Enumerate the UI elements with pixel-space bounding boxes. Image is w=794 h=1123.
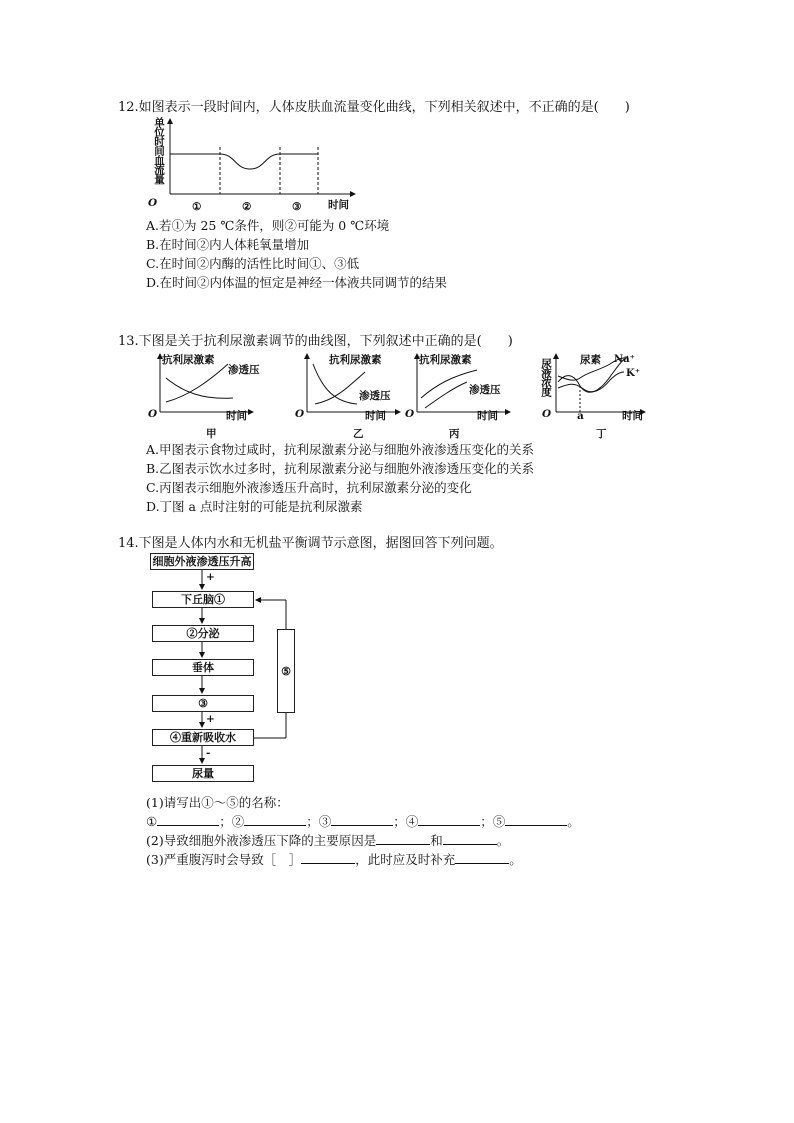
- q13-yi-curve1: 抗利尿激素: [329, 354, 382, 366]
- flow-minus: -: [206, 747, 211, 759]
- q14-sub1-item-4: ；④: [393, 814, 419, 829]
- q14-sub1-item-5: ；⑤: [480, 814, 506, 829]
- q14-blank-3[interactable]: [331, 813, 393, 826]
- flow-box-osmotic-rise: 细胞外液渗透压升高: [150, 553, 254, 570]
- q13-ding-origin: O: [542, 408, 552, 420]
- q14-blank-5[interactable]: [505, 813, 567, 826]
- q14-blank-9[interactable]: [455, 851, 509, 864]
- q13-options: [146, 440, 534, 516]
- q13-yi-curve2: 渗透压: [359, 390, 391, 402]
- q14-sub1-item-1: ①: [146, 814, 158, 829]
- q12-option-b: B.在时间②内人体耗氧量增加: [146, 237, 310, 252]
- q13-yi-xlabel: 时间: [365, 410, 386, 422]
- flow-box-3: ③: [152, 695, 254, 712]
- q12-y-axis-label: 单位时间血流量: [153, 117, 165, 184]
- flow-box-reabsorb: ④重新吸收水: [152, 729, 254, 746]
- q14-sub1-end: 。: [567, 814, 580, 829]
- q13-bing-origin: O: [405, 408, 415, 420]
- q14-sub2-text-a: (2)导致细胞外液渗透压下降的主要原因是: [146, 833, 377, 848]
- q12-option-a: A.若①为 25 ℃条件，则②可能为 0 ℃环境: [146, 218, 390, 233]
- q14-subquestions: [146, 793, 580, 869]
- q14-sub2-text-b: 和: [430, 833, 443, 848]
- q13-option-b: B.乙图表示饮水过多时，抗利尿激素分泌与细胞外液渗透压变化的关系: [146, 461, 535, 476]
- q13-bing-xlabel: 时间: [477, 410, 498, 422]
- q14-blank-4[interactable]: [418, 813, 480, 826]
- q13-bing-curve1: 抗利尿激素: [419, 354, 472, 366]
- flow-box-secretion: ②分泌: [152, 625, 254, 642]
- flow-plus-2: +: [206, 713, 215, 725]
- q12-option-c: C.在时间②内酶的活性比时间①、③低: [146, 256, 360, 271]
- q13-ding-xmark: a: [577, 410, 584, 422]
- q14-sub3: [146, 850, 580, 869]
- q13-bing-curve2: 渗透压: [469, 384, 501, 396]
- flow-box-5: ⑤: [277, 629, 295, 713]
- q13-option-d: D.丁图 a 点时注射的可能是抗利尿激素: [146, 499, 363, 514]
- q14-sub3-text-c: 。: [509, 852, 522, 867]
- q13-ding-curve-na: Na⁺: [614, 354, 635, 365]
- q14-sub3-text-b: ，此时应及时补充: [355, 852, 456, 867]
- q13-ding-curve-k: K⁺: [626, 368, 640, 379]
- q13-graph-ding: [540, 352, 650, 440]
- q13-yi-caption: 乙: [353, 428, 364, 440]
- q14-blank-2[interactable]: [244, 813, 306, 826]
- q12-origin: O: [148, 197, 158, 209]
- q14-title: 14.下图是人体内水和无机盐平衡调节示意图，据图回答下列问题。: [118, 536, 503, 551]
- q14-blank-8[interactable]: [301, 851, 355, 864]
- q12-period-3: ③: [292, 201, 302, 213]
- q13-jia-curve1: 抗利尿激素: [162, 354, 215, 366]
- q14-sub2: [146, 831, 580, 850]
- q13-jia-origin: O: [148, 408, 158, 420]
- q14-blank-6[interactable]: [376, 832, 430, 845]
- q12-options: [146, 216, 447, 292]
- q13-graph-jia: [148, 352, 260, 440]
- q12-option-d: D.在时间②内体温的恒定是神经一体液共同调节的结果: [146, 275, 448, 290]
- q14-blank-1[interactable]: [157, 813, 219, 826]
- q14-sub3-text-a: (3)严重腹泻时会导致［ ］: [146, 852, 302, 867]
- flow-box-pituitary: 垂体: [152, 659, 254, 676]
- q14-sub1-label: (1)请写出①～⑤的名称：: [146, 795, 289, 810]
- q13-option-c: C.丙图表示细胞外液渗透压升高时，抗利尿激素分泌的变化: [146, 480, 472, 495]
- q13-ding-caption: 丁: [596, 428, 607, 440]
- q13-graph-yi: [295, 352, 405, 440]
- q12-period-1: ①: [192, 201, 202, 213]
- q14-sub1-blanks: [146, 812, 580, 831]
- flow-box-urine: 尿量: [152, 765, 254, 782]
- q13-ding-curve-urea: 尿素: [580, 354, 601, 366]
- q12-x-axis-label: 时间: [328, 199, 349, 211]
- q12-period-2: ②: [242, 201, 252, 213]
- q14-sub2-text-c: 。: [496, 833, 510, 848]
- q12-graph: [150, 117, 360, 217]
- q14-blank-7[interactable]: [443, 832, 497, 845]
- flow-box-hypothalamus: 下丘脑①: [152, 591, 254, 608]
- q13-yi-origin: O: [295, 408, 305, 420]
- q12-title: 12.如图表示一段时间内，人体皮肤血流量变化曲线，下列相关叙述中，不正确的是( ): [118, 100, 630, 115]
- q13-bing-caption: 丙: [449, 428, 460, 440]
- q14-flowchart: [150, 553, 310, 785]
- q13-option-a: A.甲图表示食物过咸时，抗利尿激素分泌与细胞外液渗透压变化的关系: [146, 442, 535, 457]
- q13-graph-bing: [405, 352, 515, 440]
- q13-jia-xlabel: 时间: [226, 410, 247, 422]
- q13-ding-xlabel: 时间: [622, 410, 643, 422]
- flow-plus-1: +: [206, 571, 215, 583]
- q13-title: 13.下图是关于抗利尿激素调节的曲线图，下列叙述中正确的是( ): [118, 334, 513, 349]
- q14-sub1-item-2: ；②: [219, 814, 245, 829]
- q14-sub1-item-3: ；③: [306, 814, 332, 829]
- q13-ding-ylabel: 尿液浓度: [540, 358, 552, 396]
- q13-jia-caption: 甲: [206, 428, 217, 440]
- q13-jia-curve2: 渗透压: [228, 364, 260, 376]
